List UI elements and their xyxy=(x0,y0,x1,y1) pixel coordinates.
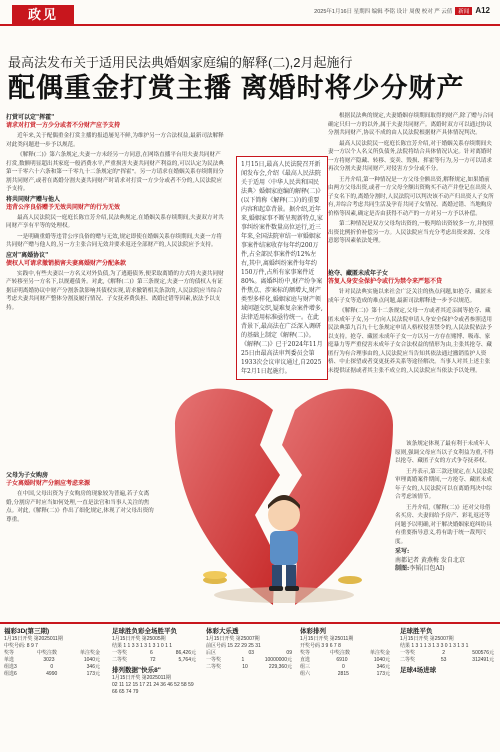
left-paragraph: 近年来,关于配偶重金打赏主播的报道屡见不鲜,为维护另一方合法权益,最新司法解释对此类问题进一步予以规范。 xyxy=(6,133,224,148)
lottery-row: 直选 6910 1040元 xyxy=(300,657,390,663)
header-date-line: 2025年1月16日 星期四 编辑 李铭 设计 周俊 校对 严 云倩 xyxy=(314,9,453,15)
left-subheading-2: 违背公序良俗赠予无效共同财产的行为无效 xyxy=(6,203,121,211)
coins-icon xyxy=(203,571,362,584)
left-subheading-1: 请求对打赏一方少分或者不分财产应予支持 xyxy=(6,122,121,129)
lottery-line: 结果 1 1 3 3 1 3 1 3 1 0 1 1 xyxy=(112,643,173,649)
lottery-line: 中奖号码: 8 9 7 xyxy=(4,643,38,649)
right-column-2 xyxy=(328,268,494,377)
left-paragraph: 在中国,父母出资为子女购房的现象较为普遍,若子女离婚,分割房产时应当如何处理,一直是法官和当事人关注的焦点。对此,《解释(二)》作出了细化规定,体现了对父母出资的尊重。 xyxy=(6,491,154,523)
left-paragraph: 《解释(二)》第六条规定,夫妻一方未经另一方同意,在网络直播平台用夫妻共同财产打赏,数额明显超出其家庭一般消费水平,严重损害夫妻共同财产利益的,可以认定为民法典第一千零六十六条和第一千零九十二条规定的"挥霍"。另一方请求在婚姻关系存续期间分割共同财产,或者在离婚分割夫妻共同财产时请求对打赏一方少分或者不分的,人民法院应予支持。 xyxy=(6,152,224,192)
lottery-line: 1月15日开奖 第25011期 xyxy=(300,636,354,642)
lottery-block xyxy=(400,628,494,675)
right-paragraph: 该条规定体现了最有利于未成年人原则,强调父母应当以子女利益为重,不得以抢夺、藏匿子女的方式争夺抚养权。 xyxy=(395,441,494,464)
lottery-row: 奖等 中奖注数 单注奖金 xyxy=(300,650,390,656)
right-paragraph: 王丹介绍,第一种情况是一方父母全额出资,解释规定,如果婚前由两方父母出资,或者一方父母全额出资购买不动产并登记在出资人子女名下的,离婚分割时,人民法院可以判决该不动产归出资人子女所有,并综合考虑共同生活及孕育共同子女情况、离婚过错、当地购房价格等因素,确定是否由获得不动产的一方对另一方予以补偿。 xyxy=(328,176,494,217)
author-label: 采写: xyxy=(395,548,410,555)
lead-box: 1月15日,最高人民法院召开新闻发布会,介绍《最高人民法院关于适用〈中华人民共和国民法典〉婚姻家庭编的解释(二)》(以下简称《解释(二)》)的重要内容和起草背景。据介绍,近年来,婚姻家事不断呈现新特点,家事纠纷案件数量高位运行,近三年来,全国法院审结一审婚姻家事案件结案收存每年约200万件,占全部民事案件约12%左右,其中,离婚纠纷案件每年约150万件,占所有家事案件近80%。离婚纠纷中,财产纷争案件焦点、涉案标的额增大,财产类型多样化,婚姻家庭与财产领域问题交织,疑难复杂案件增多,法律适用标准亟待统一。在此背景下,最高法在广泛深入调研的基础上制定《解释(二)》。《解释(二)》已于2024年11月25日由最高法审判委员会第1933次会议审议通过,自2025年2月1日起施行。 xyxy=(236,156,328,380)
left-subheading-4: 子女离婚时财产分割应考虑来源 xyxy=(6,480,91,487)
lottery-line: 1月15日开奖 第25007期 xyxy=(400,636,454,642)
left-paragraph: 最高人民法院民一庭庭长陈宜芳介绍,民法典规定,在婚姻关系存续期间,夫妻双方对共同财产享有平等的处理权。 xyxy=(6,214,224,229)
lottery-row: 组选3 0 346元 xyxy=(4,664,100,670)
left-heading-2: 将共同财产赠与他人 xyxy=(6,195,61,203)
lottery-title: 排列数据"快乐8" xyxy=(112,667,161,674)
left-paragraph: 实践中,有些夫妻以一方名义对外负债,为了逃避债务,便采取离婚的方式将夫妻共同财产转移至另一方名下,以规避债务。对此,《解释(二)》第三条规定,夫妻一方的债权人有证据证明离婚协议中财产分割条款影响其债权实现,请求撤销相关条款的,人民法院应当综合考虑夫妻共同财产整体分割及履行情况、子女抚养费负担、离婚过错等因素,依法予以支持。 xyxy=(6,270,224,311)
lottery-row: 二等奖 53 312491元 xyxy=(400,657,494,663)
lottery-row: 一等奖 6 86,426元 xyxy=(112,650,196,656)
right-heading-1: 抢夺、藏匿未成年子女 xyxy=(328,270,389,277)
lottery-row: 二等奖 10 229,360元 xyxy=(206,664,292,670)
left-subheading-3: 债权人可请求撤销损害夫妻离婚财产分配条款 xyxy=(6,259,127,267)
lottery-title: 足球4场进球 xyxy=(400,667,437,674)
heart-left-half xyxy=(175,389,280,605)
lottery-title: 体彩大乐透 xyxy=(206,628,239,635)
illustrator-name: 李韬(目包AI) xyxy=(409,565,445,572)
lottery-row: 二等奖 72 5,764元 xyxy=(112,657,196,663)
header-rule xyxy=(0,24,500,26)
left-heading-4: 父母为子女购房 xyxy=(6,472,49,479)
lottery-block xyxy=(300,628,390,678)
lottery-line: 结果 1 3 1 1 3 1 3 3 0 1 3 1 3 1 xyxy=(400,643,469,649)
lottery-title: 足球胜平负 xyxy=(400,628,433,635)
lottery-line: 前区号码 15 22 29 25 31 xyxy=(206,643,261,649)
lottery-block xyxy=(4,628,100,678)
right-paragraph: 最高人民法院民一庭庭长陈宜芳介绍,对于婚姻关系存续期间夫妻一方以个人名义所负债务,法院将结合具体情况认定。针对离婚时一方将财产隐藏、转移、变卖、毁损、挥霍等行为,另一方可以请求再次分割夫妻共同财产,对侵害方少分或不分。 xyxy=(328,140,492,172)
right-paragraph: 王丹表示,第三款还规定,在人民法院审理离婚案件期间,一方抢夺、藏匿未成年子女的,人民法院可以在离婚判决中综合考虑该情节。 xyxy=(395,468,494,500)
lottery-line: 1月15日开奖 第2025011期 xyxy=(4,636,63,642)
illustration-label: 制图: xyxy=(395,565,410,572)
lottery-title: 福彩3D(第三期) xyxy=(4,628,50,635)
section-label: 政见 xyxy=(12,5,74,25)
header-info xyxy=(314,6,490,15)
lottery-row: 一等奖 1 10000000元 xyxy=(206,657,292,663)
right-paragraph: 针对民法典实施以来社会广泛关注的热点问题,如抢夺、藏匿未成年子女等造成的难点问题,最新司法解释进一步予以规范。 xyxy=(328,289,492,304)
header-badge: 新闻 xyxy=(455,7,472,15)
lottery-row: 后区 03 09 xyxy=(206,650,292,656)
left-paragraph: 一是明确重婚等违背公序良俗的赠与无效,规定即使在婚姻关系存续期间,夫妻一方将共同财产赠与他人的,另一方主张合同无效并要求返还全部财产的,人民法院应予支持。 xyxy=(6,233,222,248)
right-subheading-1: 答复人身安全保护令或行为禁令来严惩不贷 xyxy=(328,278,443,285)
author-name: 南都记者 黄燕梅 发自北京 xyxy=(395,556,465,564)
lottery-line: 开奖号码 3 9 6 7 8 xyxy=(300,643,341,649)
lottery-row: 单选 3023 1040元 xyxy=(4,657,100,663)
article-subtitle: 最高法发布关于适用民法典婚姻家庭编的解释(二),2月起施行 xyxy=(8,55,353,70)
lottery-block xyxy=(112,628,196,696)
left-heading-3: 应对"离婚协议" xyxy=(6,251,49,259)
right-column xyxy=(328,112,494,248)
lottery-title: 体彩排列 xyxy=(300,628,326,635)
lottery-line: 1月15日开奖 第2025011期 xyxy=(112,675,171,681)
right-paragraph: 第二种情况是双方父母均出资的,一般判给出资较多一方,并按照出资比例折价补偿另一方。人民法院应当充分考虑出资来源、父母意愿等因素依法处理。 xyxy=(328,221,494,244)
lottery-block xyxy=(206,628,292,671)
lottery-title: 足球胜负彩全场胜平负 xyxy=(112,628,177,635)
article-title: 配偶重金打赏主播 离婚时将少分财产 xyxy=(8,73,465,103)
right-paragraph: 《解释(二)》第十二条规定,父母一方或者其近亲属等抢夺、藏匿未成年子女,另一方向人民法院申请人身安全保护令或者参照适用民法典第九百九十七条规定申请人格权侵害禁令的,人民法院依法予以支持。抢夺、藏匿未成年子女一方以另一方存在赌博、吸毒、家庭暴力等严重侵害未成年子女合法权益的情形为由,主张其抢夺、藏匿行为有合理事由的,人民法院应当告知其依法通过撤销监护人资格、中止探望或者变更抚养关系等途径解决。当事人对其上述主张未提供证据或者其主张不成立的,人民法院应当依法予以处理。 xyxy=(328,308,492,374)
lottery-row: 一等奖 2 500576元 xyxy=(400,650,494,656)
lottery-bar xyxy=(0,622,500,752)
lottery-row: 组三 0 346元 xyxy=(300,664,390,670)
child-figure xyxy=(268,495,300,591)
lottery-row: 组选6 4990 173元 xyxy=(4,671,100,677)
lottery-line: 1月15日开奖 第25005期 xyxy=(112,636,166,642)
lottery-line: 1月15日开奖 第25007期 xyxy=(206,636,260,642)
left-heading-1: 打赏可以定"挥霍" xyxy=(6,114,55,121)
right-paragraph: 根据民法典的规定,夫妻婚姻存续期间取得的财产,除了赠与合同确定只归一方的以外,属于夫妻共同财产。离婚时双方可以通过协议分割共同财产,协议不成的由人民法院根据财产具体情况判决。 xyxy=(328,113,494,136)
lottery-row: 组六 2815 173元 xyxy=(300,671,390,677)
lottery-line: 02 11 12 15 17 21 24 36 46 52 58 59 66 65 74 79 xyxy=(112,682,194,695)
page-number: A12 xyxy=(475,6,490,15)
right-paragraph: 王丹介绍,《解释(二)》还对父母借名买房、夫妻间给予房产、彩礼返还等问题予以明确,对于解决婚姻家庭纠纷具有重要指导意义,将有助于统一裁判尺度。 xyxy=(395,504,492,545)
lottery-row: 奖等 中奖注数 单注奖金 xyxy=(4,650,100,656)
left-column-lower xyxy=(6,470,156,526)
broken-heart-illustration xyxy=(155,365,413,615)
left-column xyxy=(6,112,224,314)
